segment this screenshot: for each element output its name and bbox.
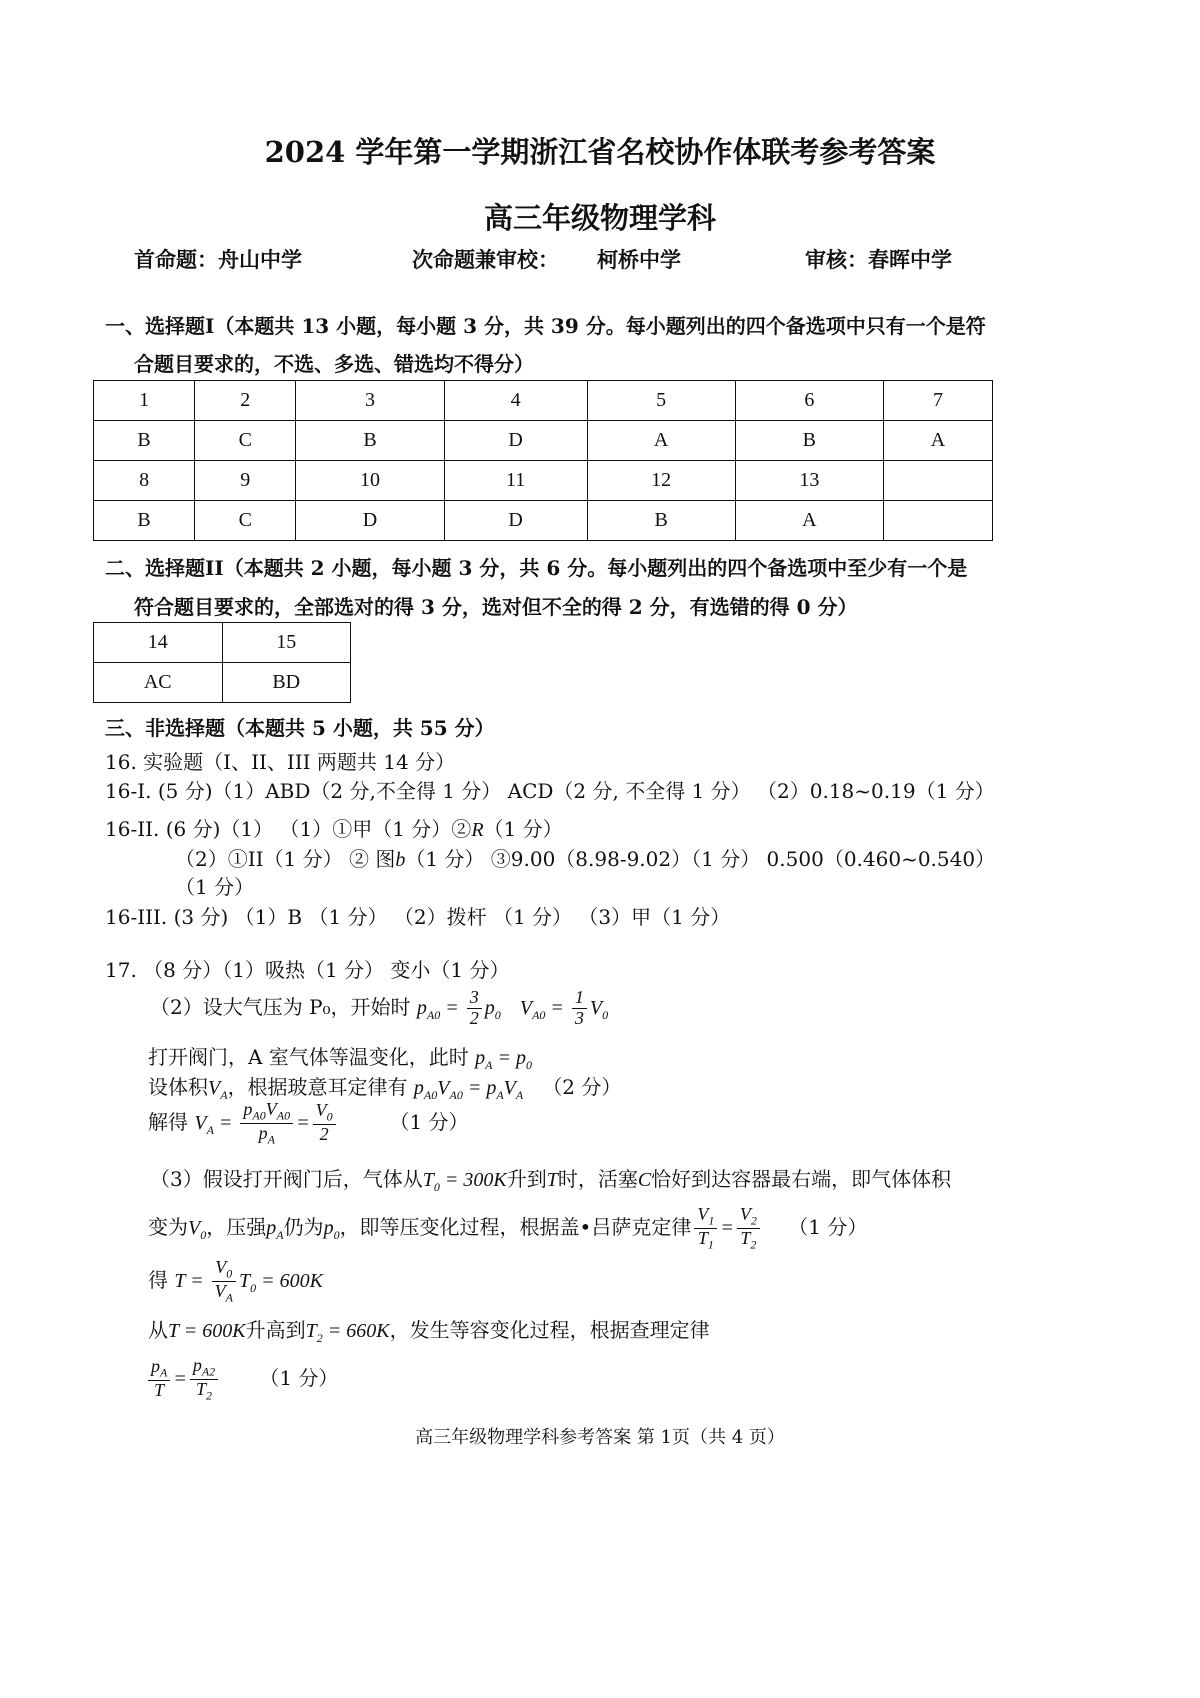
- table-cell: [883, 501, 992, 541]
- table-cell: 12: [587, 461, 735, 501]
- table-cell: 3: [296, 381, 444, 421]
- table-cell: 2: [195, 381, 296, 421]
- section1-heading-line2: 合题目要求的，不选、多选、错选均不得分）: [134, 352, 534, 376]
- resistance-symbol: R: [471, 819, 484, 841]
- fraction: $\frac{V_0}{2}$: [313, 1101, 336, 1145]
- table-cell: D: [444, 421, 587, 461]
- section2-heading-line1: 二、选择题II（本题共 2 小题，每小题 3 分，共 6 分。每小题列出的四个备选项中至少有一个是: [105, 556, 968, 580]
- q17-volume-line: [148, 1071, 621, 1103]
- q17-text: ，发生等容变化过程，根据查理定律: [389, 1318, 710, 1342]
- table-row: [94, 501, 993, 541]
- fraction: $\frac{V_0}{V_A}$: [212, 1258, 236, 1305]
- table-cell: B: [94, 501, 195, 541]
- section1-answer-table: [93, 380, 993, 541]
- table-cell: 14: [94, 623, 223, 663]
- table-cell: 7: [883, 381, 992, 421]
- table-cell: D: [296, 501, 444, 541]
- table-cell: BD: [222, 663, 351, 703]
- table-row: [94, 623, 351, 663]
- table-cell: D: [444, 501, 587, 541]
- q17-part2-line1: （2）设大气压为 P₀，开始时 $p_{A0}$ = $\frac{3}{2}$ $p_0$ $V_{A0}$ = $\frac{1}{3}$ $V_0$: [150, 987, 609, 1028]
- table-cell: 4: [444, 381, 587, 421]
- q17-part1: 17. （8 分）（1）吸热（1 分） 变小（1 分）: [105, 958, 510, 982]
- q17-text: （2）设大气压为 P₀，开始时: [150, 994, 411, 1019]
- table-cell: 8: [94, 461, 195, 501]
- q17-text: 得: [148, 1267, 168, 1292]
- q16-part2-text: （2）①II（1 分） ② 图: [175, 847, 396, 871]
- formula: $p_{A0}V_{A0} = p_AV_A$: [413, 1077, 524, 1102]
- reviewer-school: 柯桥中学: [597, 247, 681, 272]
- q17-temperature-result: 得 T = $\frac{V_0}{V_A}$ $T_0 = 600K$: [148, 1257, 323, 1305]
- table-cell: 5: [587, 381, 735, 421]
- q17-text: （3）假设打开阀门后，气体从: [150, 1167, 423, 1191]
- section2-heading-line2: 符合题目要求的，全部选对的得 3 分，选对但不全的得 2 分，有选错的得 0 分）: [134, 595, 858, 619]
- setter-label: 首命题：舟山中学: [134, 247, 302, 272]
- table-cell: 6: [735, 381, 883, 421]
- q17-text: 打开阀门，A 室气体等温变化，此时: [148, 1045, 469, 1069]
- section1-heading-line1: 一、选择题I（本题共 13 小题，每小题 3 分，共 39 分。每小题列出的四个备选项中只有一个是符: [105, 314, 986, 338]
- q17-part3-line2: 变为$V_0$，压强$p_A$仍为$p_0$，即等压变化过程，根据盖•吕萨克定律 $\frac{V_1}{T_1}$ = $\frac{V_2}{T_2}$ （1 分）: [148, 1204, 868, 1252]
- fraction: $\frac{3}{2}$: [467, 988, 482, 1029]
- section2-answer-table: [93, 622, 351, 703]
- table-cell: B: [735, 421, 883, 461]
- q17-text: 时，活塞: [557, 1167, 638, 1191]
- formula: $p_{A0}$ =: [416, 996, 464, 1022]
- table-cell: [883, 461, 992, 501]
- q17-text: 从: [148, 1318, 168, 1342]
- table-cell: A: [587, 421, 735, 461]
- formula: $V_A$: [208, 1077, 228, 1102]
- table-cell: 15: [222, 623, 351, 663]
- page-footer: 高三年级物理学科参考答案 第 1页（共 4 页）: [415, 1427, 785, 1448]
- q16-part2-line2: [175, 843, 995, 872]
- q17-text: 升到: [506, 1167, 547, 1191]
- table-row: [94, 461, 993, 501]
- formula: $V_{A0}$ =: [519, 996, 569, 1022]
- fraction: $\frac{V_1}{T_1}$: [694, 1205, 717, 1252]
- q17-solve-line: 解得 $V_A$ = $\frac{p_{A0}V_{A0}}{p_A}$ = $\frac{V_0}{2}$ （1 分）: [148, 1099, 469, 1147]
- table-row: [94, 421, 993, 461]
- formula: $p_A = p_0$: [475, 1047, 533, 1072]
- table-cell: A: [735, 501, 883, 541]
- table-cell: AC: [94, 663, 223, 703]
- q17-text: 恰好到达容器最右端，即气体体积: [651, 1167, 952, 1191]
- q16-part2-line3: （1 分）: [175, 875, 255, 899]
- q16-part3: 16-III. (3 分) （1）B （1 分） （2）拨杆 （1 分） （3）甲（1 分）: [105, 905, 731, 929]
- figure-label: b: [395, 849, 406, 871]
- table-cell: C: [195, 501, 296, 541]
- fraction: $\frac{p_{A0}V_{A0}}{p_A}$: [240, 1100, 293, 1147]
- auditor-label: 审核：春晖中学: [805, 247, 952, 272]
- q17-text: 解得: [148, 1109, 188, 1134]
- table-cell: B: [296, 421, 444, 461]
- fraction: $\frac{p_A}{T}$: [148, 1357, 170, 1401]
- fraction: $\frac{V_2}{T_2}$: [737, 1205, 760, 1252]
- table-row: [94, 381, 993, 421]
- q16-part2-text-rest: （1 分） ③9.00（8.98-9.02）（1 分） 0.500（0.460~0.540）: [405, 847, 996, 871]
- q17-text: 仍为: [283, 1214, 324, 1239]
- fraction: $\frac{1}{3}$: [572, 988, 587, 1029]
- q17-open-valve: [148, 1041, 532, 1073]
- table-cell: 9: [195, 461, 296, 501]
- q17-charles-law: $\frac{p_A}{T}$ = $\frac{p_{A2}}{T_2}$ （1 分）: [145, 1356, 338, 1403]
- table-cell: A: [883, 421, 992, 461]
- table-cell: B: [94, 421, 195, 461]
- table-cell: 11: [444, 461, 587, 501]
- table-cell: B: [587, 501, 735, 541]
- document-title: 2024 学年第一学期浙江省名校协作体联考参考答案: [264, 135, 936, 169]
- q16-part1: 16-I. (5 分)（1）ABD（2 分,不全得 1 分） ACD（2 分, 不全得 1 分） （2）0.18~0.19（1 分）: [105, 779, 995, 803]
- document-subtitle: 高三年级物理学科: [483, 201, 716, 235]
- reviewer-label: 次命题兼审校：: [412, 247, 559, 272]
- q16-part2-score: （1 分）: [483, 817, 563, 841]
- score: （1 分）: [788, 1214, 868, 1239]
- fraction: $\frac{p_{A2}}{T_2}$: [190, 1356, 218, 1403]
- q17-part3-line1: （3）假设打开阀门后，气体从$T_0 = 300K$升到T时，活塞C恰好到达容器最右端，即气体体积: [150, 1167, 952, 1194]
- q17-text: 设体积: [148, 1075, 208, 1099]
- table-row: [94, 663, 351, 703]
- q16-part2-line1: [105, 813, 563, 842]
- score: （1 分）: [259, 1365, 339, 1390]
- q16-part2-text: 16-II. (6 分)（1） （1）①甲（1 分）②: [105, 817, 472, 841]
- table-cell: 10: [296, 461, 444, 501]
- section3-heading: 三、非选择题（本题共 5 小题，共 55 分）: [105, 716, 495, 740]
- q17-text: ，根据玻意耳定律有: [227, 1075, 408, 1099]
- q17-text: ，压强: [206, 1214, 267, 1239]
- q16-intro: 16. 实验题（I、II、III 两题共 14 分）: [105, 750, 456, 774]
- q17-text: 变为: [148, 1214, 188, 1239]
- q17-isochoric-line: 从T = 600K升高到$T_2 = 660K$，发生等容变化过程，根据查理定律: [148, 1318, 710, 1345]
- table-cell: 13: [735, 461, 883, 501]
- q17-text: ，即等压变化过程，根据盖•吕萨克定律: [339, 1214, 692, 1239]
- table-cell: 1: [94, 381, 195, 421]
- table-cell: C: [195, 421, 296, 461]
- q17-text: 升高到: [245, 1318, 306, 1342]
- score: （2 分）: [542, 1075, 622, 1099]
- score: （1 分）: [389, 1109, 469, 1134]
